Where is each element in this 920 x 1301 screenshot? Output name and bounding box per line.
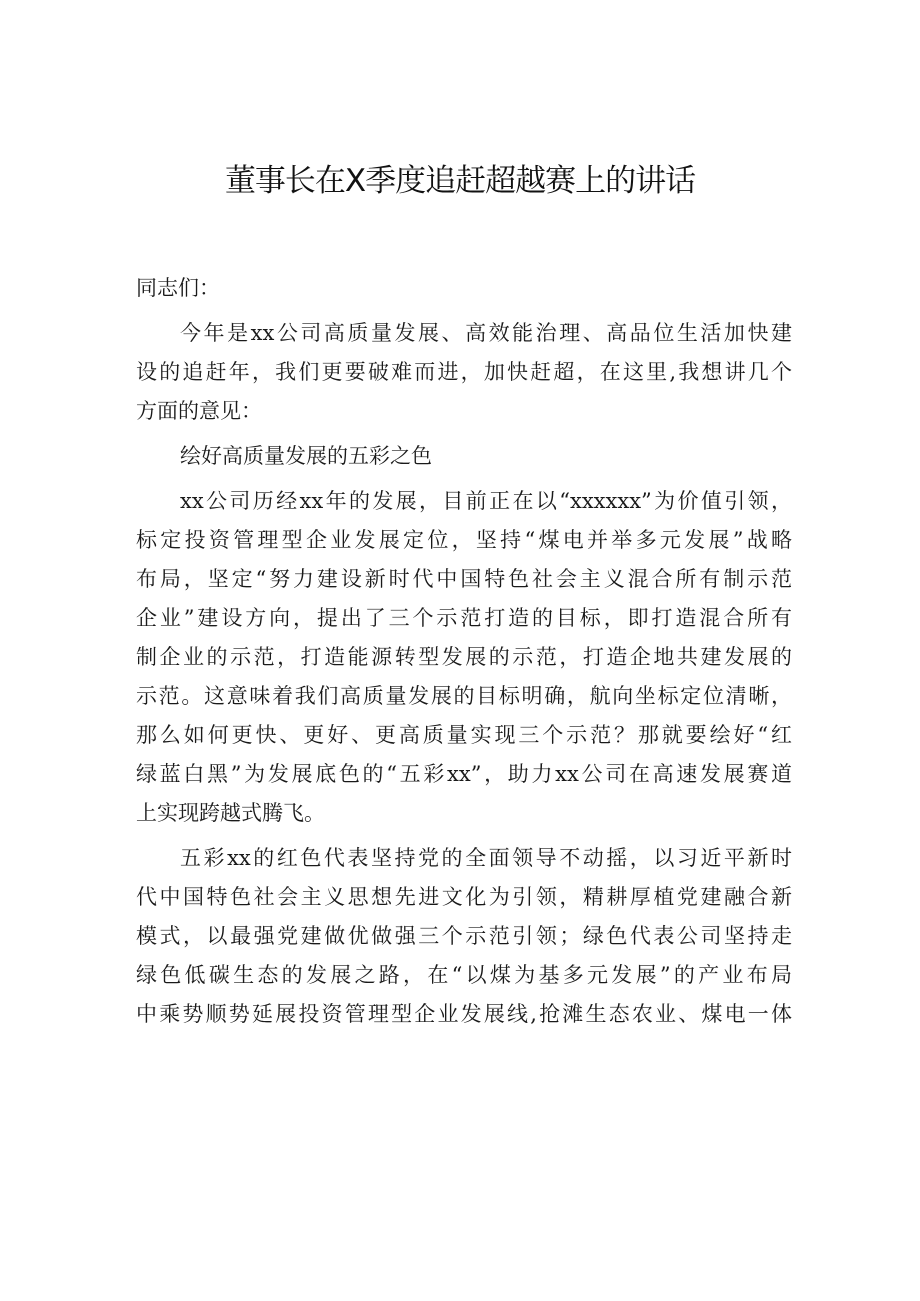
paragraph-line: 上实现跨越式腾飞。 — [136, 801, 325, 825]
paragraph-line: 设的追赶年，我们更要破难而进，加快赶超，在这里,我想讲几个 — [136, 360, 792, 384]
paragraph-line: 制企业的示范，打造能源转型发展的示范，打造企地共建发展的 — [136, 645, 792, 669]
paragraph-line: 绿色低碳生态的发展之路，在“以煤为基多元发展”的产业布局 — [136, 963, 792, 987]
document-title: 董事长在X季度追赶超越赛上的讲话 — [224, 163, 696, 199]
paragraph-opening — [136, 314, 792, 431]
salutation: 同志们： — [136, 276, 220, 300]
paragraph-line: 模式，以最强党建做优做强三个示范引领；绿色代表公司坚持走 — [136, 924, 792, 948]
paragraph-line: 标定投资管理型企业发展定位，坚持“煤电并举多元发展”战略 — [136, 528, 792, 552]
document-body — [136, 269, 792, 1034]
paragraph-five-colors-detail — [136, 839, 792, 1034]
paragraph-line: 代中国特色社会主义思想先进文化为引领，精耕厚植党建融合新 — [136, 885, 792, 909]
section-heading: 绘好高质量发展的五彩之色 — [180, 444, 432, 468]
paragraph-five-colors-intro — [136, 482, 792, 833]
paragraph-line: 方面的意见： — [136, 399, 262, 423]
paragraph-line: 中乘势顺势延展投资管理型企业发展线,抢滩生态农业、煤电一体 — [136, 1002, 792, 1026]
paragraph-line: 今年是xx公司高质量发展、高效能治理、高品位生活加快建 — [180, 321, 792, 345]
paragraph-line: xx公司历经xx年的发展，目前正在以“xxxxxx”为价值引领， — [180, 489, 792, 513]
paragraph-line: 布局，坚定“努力建设新时代中国特色社会主义混合所有制示范 — [136, 567, 792, 591]
paragraph-line: 示范。这意味着我们高质量发展的目标明确，航向坐标定位清晰， — [136, 684, 792, 708]
paragraph-line: 那么如何更快、更好、更高质量实现三个示范？那就要绘好“红 — [136, 723, 792, 747]
paragraph-line: 绿蓝白黑”为发展底色的“五彩xx”，助力xx公司在高速发展赛道 — [136, 762, 792, 786]
paragraph-line: 企业”建设方向，提出了三个示范打造的目标，即打造混合所有 — [136, 606, 792, 630]
paragraph-line: 五彩xx的红色代表坚持党的全面领导不动摇，以习近平新时 — [180, 846, 792, 870]
